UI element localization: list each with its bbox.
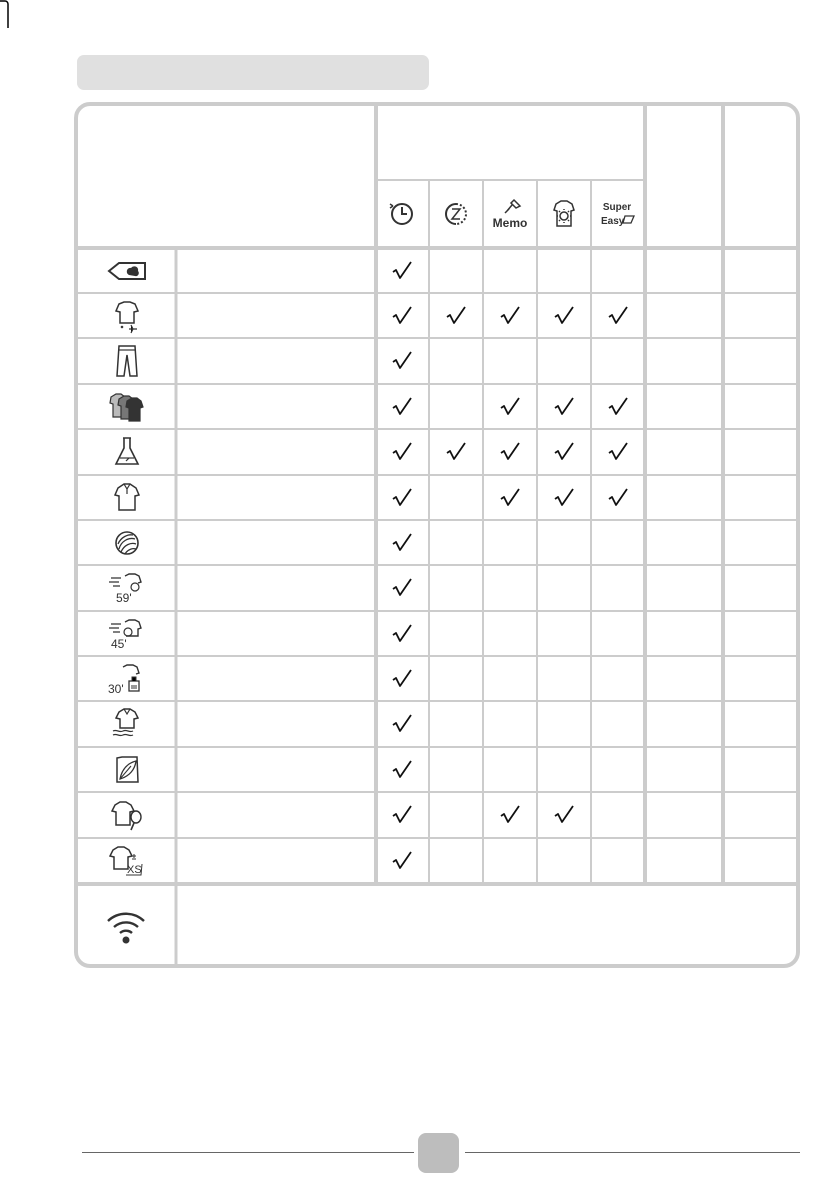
check-mark-icon: [607, 305, 629, 327]
check-mark-icon: [391, 623, 413, 645]
check-mark-icon: [499, 441, 521, 463]
check-mark-icon: [553, 487, 575, 509]
super-easy-iron-icon: [597, 196, 637, 232]
rapid-30-weight-icon: [107, 661, 147, 697]
shirt-xs-label: XS: [127, 864, 142, 876]
check-mark-icon: [553, 396, 575, 418]
drying-icon: [544, 196, 584, 232]
check-mark-icon: [391, 759, 413, 781]
shirt-xs-icon: [107, 842, 147, 878]
check-mark-icon: [391, 668, 413, 690]
time-reduction-icon: [436, 196, 476, 232]
wool-icon: [107, 525, 147, 561]
check-mark-icon: [499, 487, 521, 509]
delay-start-icon: [382, 196, 422, 232]
check-mark-icon: [391, 850, 413, 872]
check-mark-icon: [391, 305, 413, 327]
delicate-leaf-icon: [107, 752, 147, 788]
check-mark-icon: [499, 396, 521, 418]
check-mark-icon: [499, 305, 521, 327]
flask-icon: [107, 434, 147, 470]
shirt-icon: [107, 480, 147, 516]
check-mark-icon: [607, 441, 629, 463]
cotton-tag-icon: [107, 253, 147, 289]
sport-racket-icon: [107, 797, 147, 833]
shirt-steam-icon: [107, 706, 147, 742]
wifi-icon: [104, 905, 148, 947]
check-mark-icon: [391, 577, 413, 599]
super-label: Super: [602, 202, 632, 213]
check-mark-icon: [445, 305, 467, 327]
page-number-badge: [418, 1133, 459, 1173]
rapid-30-label: 30': [108, 682, 124, 696]
shirt-sparkle-icon: [107, 298, 147, 334]
check-mark-icon: [391, 713, 413, 735]
check-mark-icon: [553, 441, 575, 463]
rapid-45-icon: [107, 616, 147, 652]
easy-label: Easy: [601, 216, 625, 227]
check-mark-icon: [445, 441, 467, 463]
jeans-icon: [107, 343, 147, 379]
check-mark-icon: [499, 804, 521, 826]
footer-rule-left: [82, 1152, 414, 1153]
rapid-59-icon: [107, 570, 147, 606]
check-mark-icon: [607, 487, 629, 509]
rapid-59-label: 59': [116, 591, 132, 605]
mixed-colors-icon: [107, 389, 147, 425]
check-mark-icon: [391, 804, 413, 826]
check-mark-icon: [391, 350, 413, 372]
check-mark-icon: [391, 441, 413, 463]
check-mark-icon: [607, 396, 629, 418]
check-mark-icon: [391, 487, 413, 509]
check-mark-icon: [391, 396, 413, 418]
check-mark-icon: [391, 532, 413, 554]
check-mark-icon: [553, 804, 575, 826]
check-mark-icon: [391, 260, 413, 282]
memo-label: Memo: [492, 216, 528, 230]
footer-rule-right: [465, 1152, 800, 1153]
rapid-45-label: 45': [111, 637, 127, 651]
check-mark-icon: [553, 305, 575, 327]
memo-icon: [490, 196, 530, 232]
